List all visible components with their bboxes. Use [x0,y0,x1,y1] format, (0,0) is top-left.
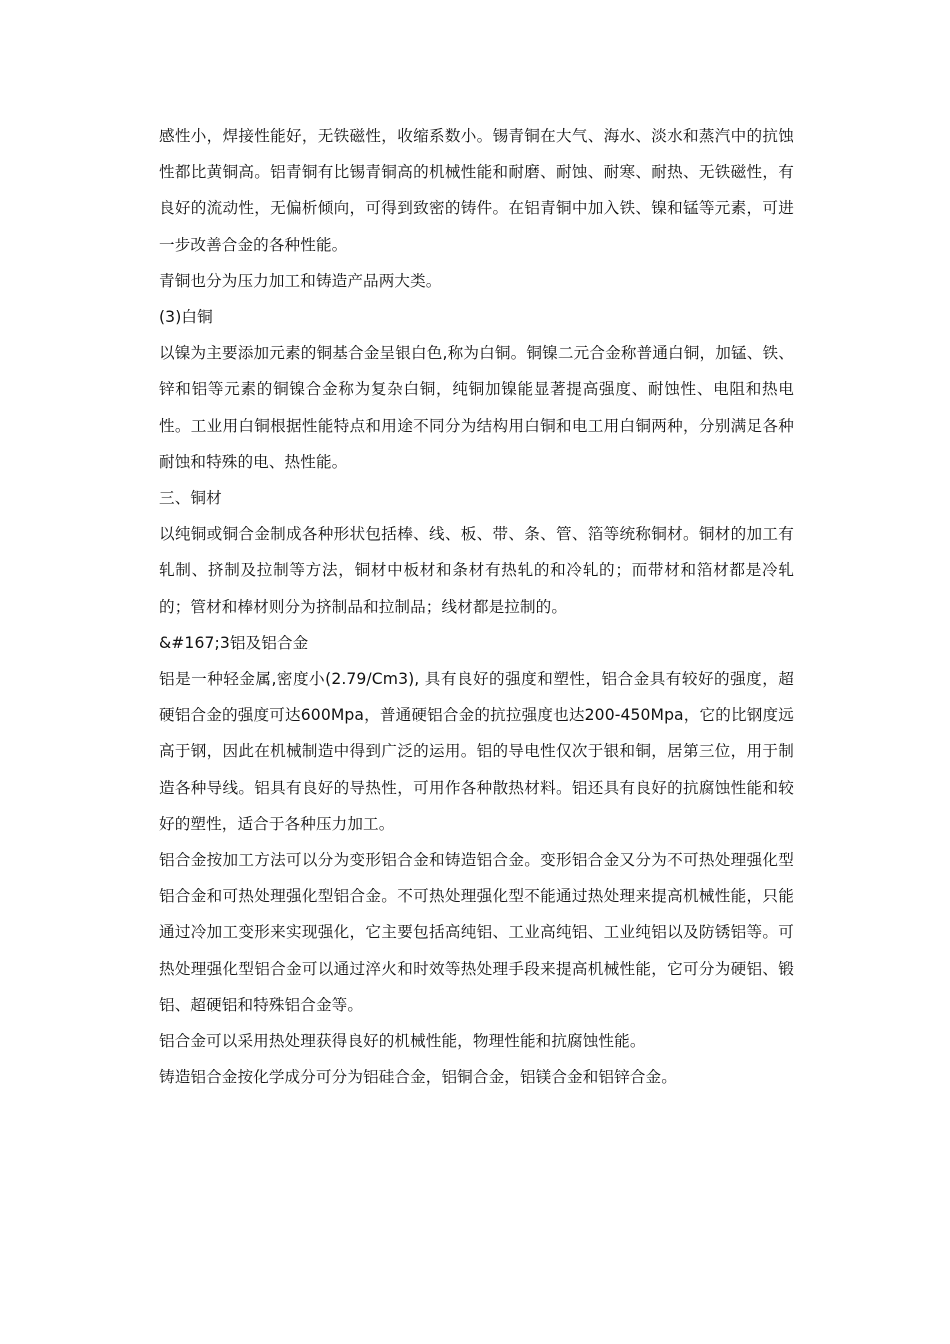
paragraph-cast-aluminum-alloys: 铸造铝合金按化学成分可分为铝硅合金，铝铜合金，铝镁合金和铝锌合金。 [159,1068,677,1087]
heading-cupronickel: (3)白铜 [159,308,213,327]
paragraph-cupronickel: 以镍为主要添加元素的铜基合金呈银白色,称为白铜。铜镍二元合金称普通白铜，加锰、铁、锌和铝等元素的铜镍合金称为复杂白铜，纯铜加镍能显著提高强度、耐蚀性、电阻和热电性。工业用白铜根据性能特点和用途不同分为结构用白铜和电工用白铜两种，分别满足各种耐蚀和特殊的电、热性能。 [159,344,794,471]
paragraph-aluminum-properties: 铝是一种轻金属,密度小(2.79/Cm3), 具有良好的强度和塑性，铝合金具有较好的强度，超硬铝合金的强度可达600Mpa，普通硬铝合金的抗拉强度也达200-450Mpa，它的比钢度远高于钢，因此在机械制造中得到广泛的运用。铝的导电性仅次于银和铜，居第三位，用于制造各种导线。铝具有良好的导热性，可用作各种散热材料。铝还具有良好的抗腐蚀性能和较好的塑性，适合于各种压力加工。 [159,670,794,833]
paragraph-tin-aluminum-bronze: 感性小，焊接性能好，无铁磁性，收缩系数小。锡青铜在大气、海水、淡水和蒸汽中的抗蚀性都比黄铜高。铝青铜有比锡青铜高的机械性能和耐磨、耐蚀、耐寒、耐热、无铁磁性，有良好的流动性，无偏析倾向，可得到致密的铸件。在铝青铜中加入铁、镍和锰等元素，可进一步改善合金的各种性能。 [159,127,794,254]
paragraph-heat-treatment: 铝合金可以采用热处理获得良好的机械性能，物理性能和抗腐蚀性能。 [159,1032,646,1051]
heading-aluminum-alloys: &#167;3铝及铝合金 [159,633,309,652]
heading-copper-materials: 三、铜材 [159,489,222,508]
paragraph-aluminum-alloy-classification: 铝合金按加工方法可以分为变形铝合金和铸造铝合金。变形铝合金又分为不可热处理强化型铝合金和可热处理强化型铝合金。不可热处理强化型不能通过热处理来提高机械性能，只能通过冷加工变形来实现强化，它主要包括高纯铝、工业高纯铝、工业纯铝以及防锈铝等。可热处理强化型铝合金可以通过淬火和时效等热处理手段来提高机械性能，它可分为硬铝、锻铝、超硬铝和特殊铝合金等。 [159,851,794,1014]
paragraph-bronze-categories: 青铜也分为压力加工和铸造产品两大类。 [159,271,442,290]
paragraph-copper-materials: 以纯铜或铜合金制成各种形状包括棒、线、板、带、条、管、箔等统称铜材。铜材的加工有轧制、挤制及拉制等方法，铜材中板材和条材有热轧的和冷轧的；而带材和箔材都是冷轧的；管材和棒材则分为挤制品和拉制品；线材都是拉制的。 [159,525,794,616]
document-body [159,118,794,1095]
